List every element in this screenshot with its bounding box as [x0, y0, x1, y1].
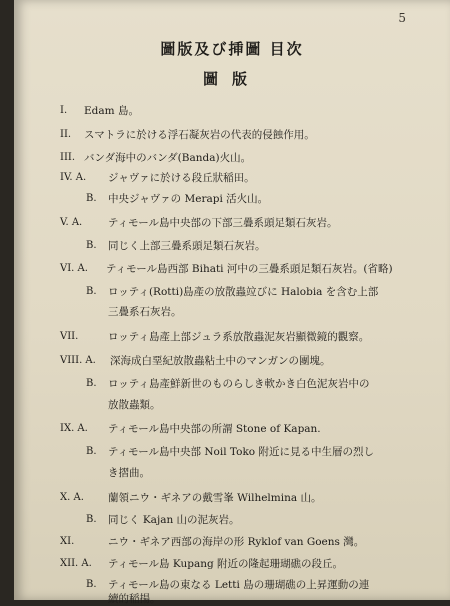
plate-caption: ティモール島中央部の所謂 Stone of Kapan.	[108, 423, 321, 435]
plate-caption: ジャヴァに於ける段丘狀稲田。	[108, 172, 255, 184]
page-number: 5	[398, 11, 406, 25]
plate-caption: 同じく Kajan 山の泥灰岩。	[108, 514, 240, 526]
plate-caption: スマトラに於ける浮石凝灰岩の代表的侵蝕作用。	[84, 129, 315, 141]
plate-caption: バンダ海中のバンダ(Banda)火山。	[84, 152, 252, 164]
page-title: 圖版及び挿圖 目次	[160, 40, 304, 58]
plate-caption-continued: 續的稲揚。	[108, 593, 161, 605]
plate-number: VII.	[60, 331, 79, 342]
plate-caption: ロッティ(Rotti)島產の放散蟲竝びに Halobia を含む上部	[108, 286, 379, 298]
plate-caption: 深海成白堊紀放散蟲粘土中のマンガンの團塊。	[110, 355, 331, 367]
plate-caption: ティモール島の東なる Letti 島の珊瑚礁の上昇運動の連	[108, 579, 370, 591]
plate-caption: ティモール島中央部 Noil Toko 附近に見る中生層の烈し	[108, 446, 374, 458]
plate-number: B.	[86, 240, 97, 251]
plate-number: B.	[86, 446, 97, 457]
plate-caption: Edam 島。	[84, 105, 139, 117]
plate-number: VIII. A.	[60, 355, 96, 366]
document-page	[14, 0, 450, 605]
plate-number: XII. A.	[60, 558, 92, 569]
plate-caption: ニウ・ギネア西部の海岸の形 Ryklof van Goens 灣。	[108, 536, 365, 548]
plate-caption: 同じく上部三疊系頭足類石灰岩。	[108, 240, 266, 252]
plate-caption-continued: き摺曲。	[108, 467, 150, 479]
plate-number: IX. A.	[60, 423, 88, 434]
plate-number: VI. A.	[60, 263, 88, 274]
plate-number: XI.	[60, 536, 75, 547]
plate-caption: ロッティ島產鮮新世のものらしき軟かき白色泥灰岩中の	[108, 378, 370, 390]
section-heading: 圖版	[202, 70, 261, 88]
plate-number: V. A.	[60, 217, 83, 228]
plate-caption: ティモール島西部 Bihati 河中の三疊系頭足類石灰岩。(省略)	[106, 263, 393, 275]
plate-number: IV. A.	[60, 172, 87, 183]
plate-caption-continued: 三疊系石灰岩。	[108, 306, 182, 318]
plate-number: B.	[86, 193, 97, 204]
plate-number: II.	[60, 129, 72, 140]
plate-caption: ティモール島中央部の下部三疊系頭足類石灰岩。	[108, 217, 338, 229]
plate-number: B.	[86, 579, 97, 590]
plate-number: I.	[60, 105, 68, 116]
plate-number: X. A.	[60, 492, 84, 503]
plate-caption-continued: 放散蟲類。	[108, 399, 161, 411]
plate-caption: 蘭領ニウ・ギネアの戴雪峯 Wilhelmina 山。	[108, 492, 322, 504]
plate-number: III.	[60, 152, 76, 163]
plate-caption: ロッティ島產上部ジュラ系放散蟲泥灰岩顯微鏡的觀察。	[108, 331, 370, 343]
plate-number: B.	[86, 514, 97, 525]
plate-caption: ティモール島 Kupang 附近の隆起珊瑚礁の段丘。	[108, 558, 344, 570]
plate-number: B.	[86, 286, 97, 297]
plate-number: B.	[86, 378, 97, 389]
plate-caption: 中央ジャヴァの Merapi 活火山。	[108, 193, 269, 205]
